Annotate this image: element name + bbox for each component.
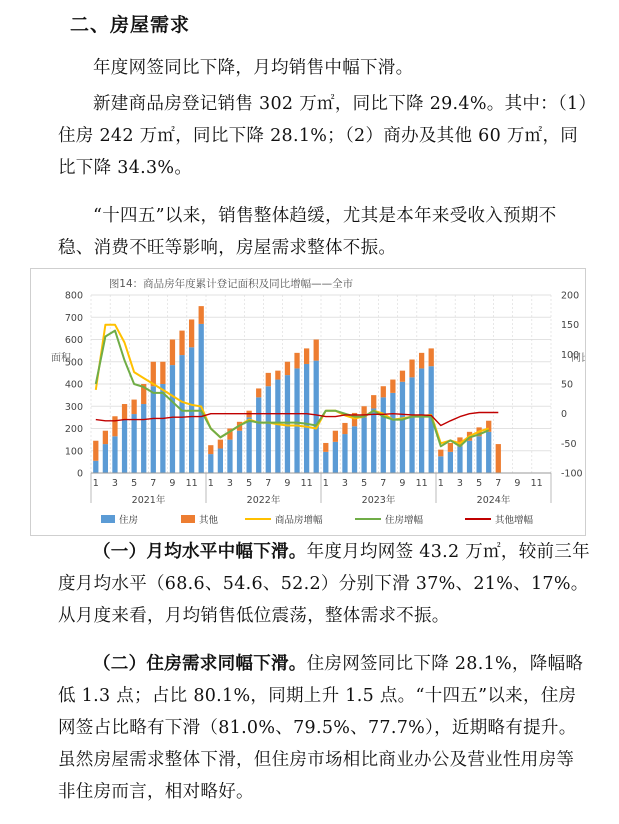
y-tick-label: 300 [64, 401, 83, 413]
bar-other [496, 444, 501, 473]
x-tick-label: 3 [111, 478, 118, 489]
x-tick-label: 5 [361, 478, 368, 489]
bar-other [323, 443, 328, 452]
bar-other [333, 431, 338, 442]
bar-other [409, 360, 414, 378]
x-tick-label: 3 [341, 478, 348, 489]
bar-residential [409, 377, 414, 473]
bar-residential [237, 431, 242, 473]
bar-other [256, 388, 261, 397]
bar-residential [93, 461, 98, 473]
x-tick-label: 9 [514, 478, 521, 489]
x-tick-label: 9 [284, 478, 291, 489]
x-tick-label: 5 [246, 478, 253, 489]
y-tick-label: 500 [64, 357, 83, 369]
x-tick-label: 3 [226, 478, 233, 489]
bar-other [390, 380, 395, 393]
y2-axis-label-text: 同 [571, 353, 581, 364]
chart-grid [91, 295, 551, 473]
paragraph-trend: “十四五”以来，销售整体趋缓，尤其是本年来受收入预期不稳、消费不旺等影响，房屋需求整体不振。 [58, 206, 557, 258]
x-tick-label: 7 [495, 478, 502, 489]
bar-residential [419, 368, 424, 473]
bar-other [131, 400, 136, 414]
bar-other [448, 443, 453, 452]
year-label: 2023年 [361, 495, 396, 506]
bar-other [199, 306, 204, 324]
bar-other [93, 441, 98, 461]
bar-residential [170, 365, 175, 473]
bar-other [122, 404, 127, 420]
y-axis-label-text: 面积 [51, 353, 71, 364]
y-tick-label: 600 [64, 335, 83, 346]
x-tick-label: 5 [476, 478, 483, 489]
bar-other [304, 348, 309, 364]
x-tick-label: 1 [92, 478, 99, 489]
x-tick-label: 7 [265, 478, 272, 489]
lead-paragraph: 年度网签同比下降，月均销售中幅下滑。 [93, 58, 414, 78]
year-label: 2021年 [131, 495, 166, 506]
bar-other [429, 348, 434, 366]
x-tick-label: 11 [415, 478, 428, 489]
bar-residential [275, 380, 280, 473]
chart-svg [31, 269, 585, 535]
bar-residential [179, 355, 184, 473]
legend-label: 其他 [199, 515, 219, 526]
y2-tick-label: 50 [561, 379, 574, 391]
bar-residential [285, 375, 290, 473]
bar-residential [361, 417, 366, 473]
paragraph-residential-demand-heading: （二）住房需求同幅下滑。 [93, 654, 307, 674]
bar-residential [218, 449, 223, 473]
bar-residential [122, 420, 127, 473]
y-tick-label: 200 [64, 424, 83, 435]
bar-other [189, 319, 194, 347]
bar-residential [266, 386, 271, 473]
year-label: 2022年 [246, 495, 281, 506]
bar-residential [103, 444, 108, 473]
bar-residential [371, 408, 376, 473]
bar-other [342, 423, 347, 434]
bar-other [170, 340, 175, 366]
y2-tick-label: 0 [561, 409, 568, 421]
y-tick-label: 800 [64, 290, 83, 302]
bar-other [266, 373, 271, 386]
x-tick-label: 1 [207, 478, 214, 489]
x-tick-label: 5 [131, 478, 138, 489]
x-tick-label: 7 [380, 478, 387, 489]
bar-other [208, 445, 213, 454]
legend-label: 其他增幅 [495, 515, 534, 526]
y2-tick-label: -50 [561, 438, 577, 450]
bar-other [400, 371, 405, 382]
y-tick-label: 400 [64, 379, 83, 391]
bar-residential [141, 404, 146, 473]
bar-residential [381, 397, 386, 473]
bar-residential [208, 454, 213, 473]
legend-label: 住房增幅 [385, 515, 424, 526]
bar-residential [151, 386, 156, 473]
bar-residential [400, 382, 405, 473]
paragraph-residential-demand [58, 648, 590, 808]
chart-bars [93, 306, 501, 473]
legend-swatch [181, 515, 195, 523]
x-tick-label: 11 [185, 478, 198, 489]
paragraph-monthly-average-text: 年度月均网签 43.2 万㎡，较前三年度月均水平（68.6、54.6、52.2）分别下滑 37%、21%、17%。从月度来看，月均销售低位震荡，整体需求不振。 [58, 542, 590, 626]
bar-residential [352, 426, 357, 473]
bar-other [103, 431, 108, 444]
x-tick-label: 11 [300, 478, 313, 489]
bar-residential [457, 446, 462, 473]
bar-residential [314, 361, 319, 473]
bar-residential [333, 442, 338, 473]
chart-legend [101, 514, 534, 526]
section-heading: 二、房屋需求 [70, 14, 191, 36]
bar-other [419, 353, 424, 369]
bar-other [381, 386, 386, 397]
bar-other [314, 340, 319, 361]
chart-title: 图14：商品房年度累计登记面积及同比增幅——全市 [108, 278, 354, 290]
bar-residential [256, 397, 261, 473]
bar-other [160, 362, 165, 384]
bar-other [275, 371, 280, 380]
bar-other [112, 416, 117, 436]
y2-tick-label: 150 [561, 320, 580, 332]
x-tick-label: 1 [437, 478, 444, 489]
bar-residential [467, 441, 472, 473]
legend-swatch [101, 515, 115, 523]
bar-residential [246, 417, 251, 473]
bar-residential [476, 436, 481, 473]
y-tick-label: 0 [76, 468, 83, 480]
bar-residential [438, 456, 443, 473]
y2-tick-label: 200 [561, 290, 580, 302]
bar-other [179, 331, 184, 355]
x-tick-label: 3 [456, 478, 463, 489]
bar-residential [486, 432, 491, 473]
bar-residential [342, 434, 347, 473]
bar-residential [227, 440, 232, 473]
x-tick-label: 9 [399, 478, 406, 489]
bar-residential [160, 384, 165, 473]
paragraph-sales-summary: 新建商品房登记销售 302 万㎡，同比下降 29.4%。其中：（1）住房 242 万㎡，同比下降 28.1%；（2）商办及其他 60 万㎡，同比下降 34.3%。 [58, 94, 588, 178]
bar-residential [304, 364, 309, 473]
paragraph-residential-demand-text: 住房网签同比下降 28.1%，降幅略低 1.3 点；占比 80.1%，同期上升 1.5 点。“十四五”以来，住房网签占比略有下滑（81.0%、79.5%、77.7%），近期略有提升。虽然房屋需求整体下滑，但住房市场相比商业办公及营业性用房等非住房而言，相对略好。 [58, 654, 584, 802]
bar-residential [390, 393, 395, 473]
paragraph-monthly-average [58, 536, 590, 632]
bar-residential [112, 436, 117, 473]
x-tick-label: 1 [322, 478, 329, 489]
chart-figure-14 [30, 268, 586, 536]
bar-residential [131, 414, 136, 473]
bar-residential [199, 324, 204, 473]
y-tick-label: 100 [64, 446, 83, 458]
bar-other [438, 450, 443, 457]
y2-tick-label: 100 [561, 349, 580, 361]
x-tick-label: 7 [150, 478, 157, 489]
bar-other [294, 353, 299, 369]
y-tick-label: 700 [64, 312, 83, 324]
bar-other [218, 440, 223, 449]
bar-residential [323, 452, 328, 473]
y2-tick-label: -100 [561, 468, 583, 480]
bar-residential [294, 368, 299, 473]
legend-label: 商品房增幅 [275, 515, 323, 526]
bar-residential [448, 452, 453, 473]
x-tick-label: 11 [530, 478, 543, 489]
bar-other [285, 362, 290, 375]
paragraph-monthly-average-heading: （一）月均水平中幅下滑。 [93, 542, 307, 562]
year-label: 2024年 [476, 495, 511, 506]
legend-label: 住房 [119, 515, 139, 526]
x-tick-label: 9 [169, 478, 176, 489]
bar-other [371, 395, 376, 408]
